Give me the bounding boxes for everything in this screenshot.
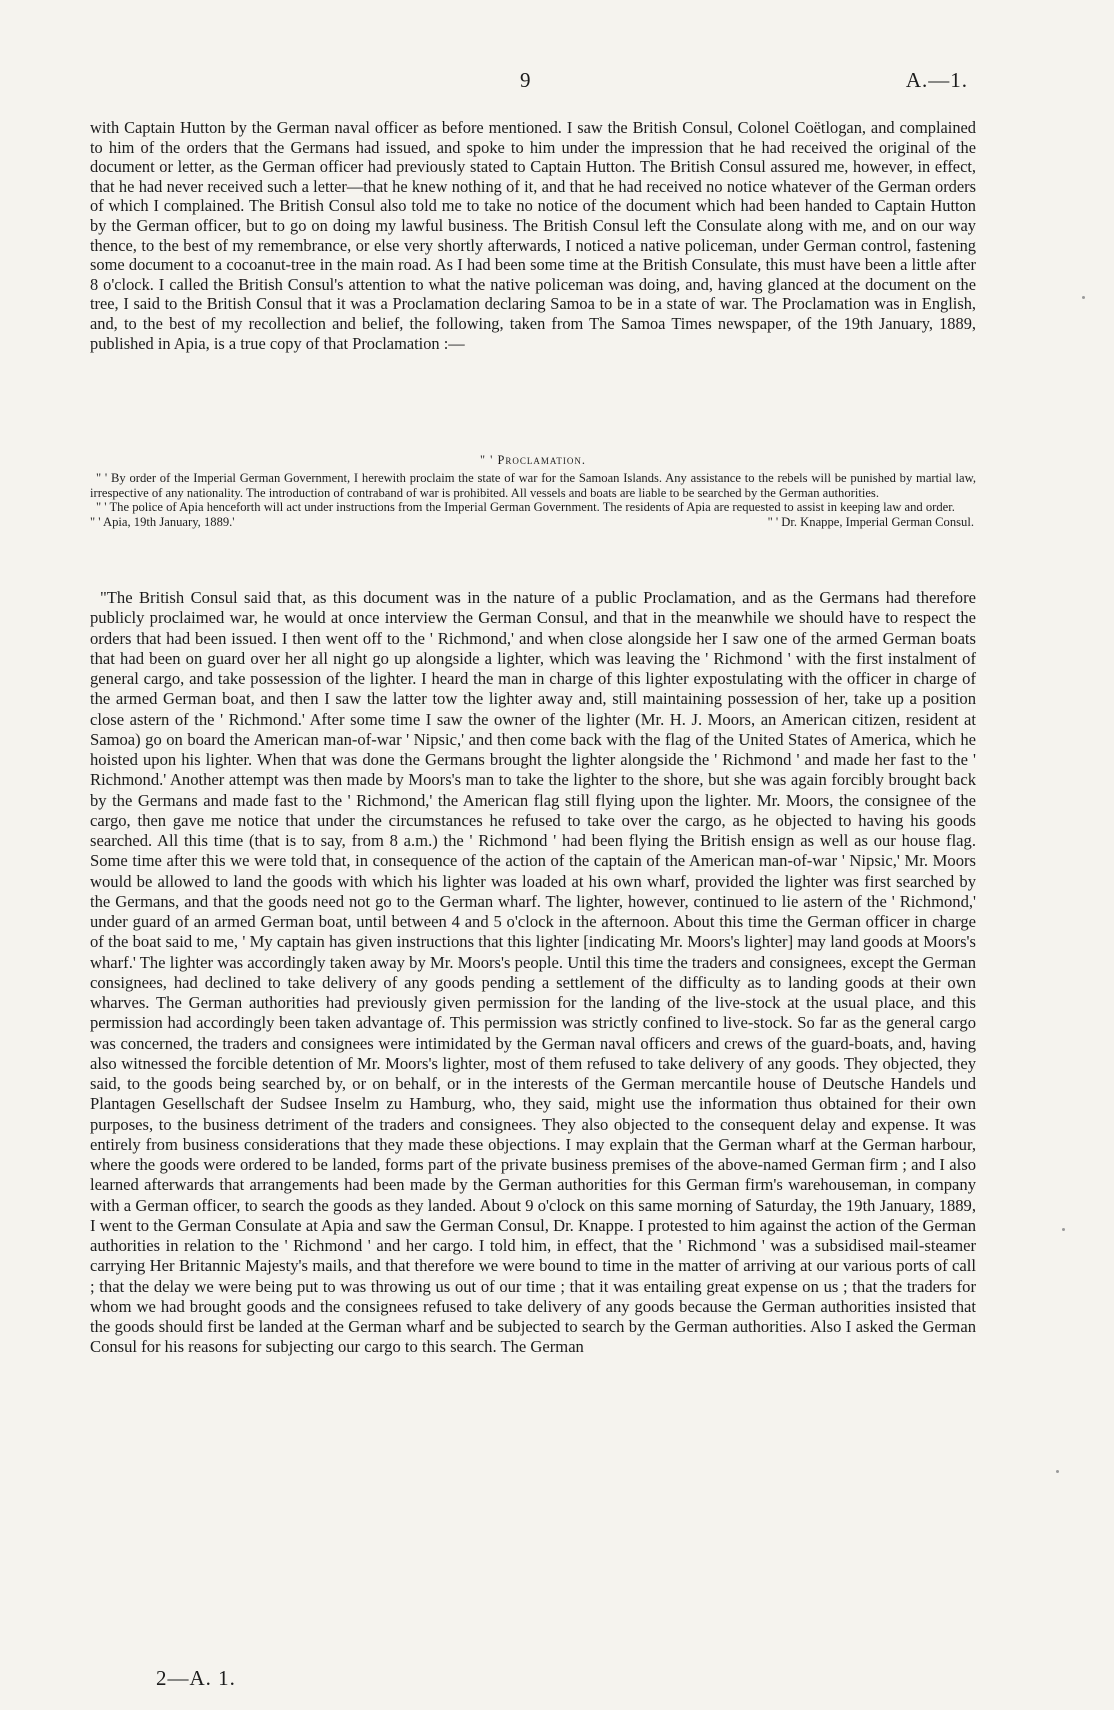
page-number: 9: [520, 68, 531, 92]
margin-speck: [1082, 296, 1085, 299]
paragraph-1: with Captain Hutton by the German naval officer as before mentioned. I saw the British Consul, Colonel Coëtlogan, and complained to him of the orders that the Germans had issued, and spoke to him under the impression that he had received the original of the document or letter, as the German officer had previously stated to Captain Hutton. The British Consul assured me, however, in effect, that he had never received such a letter—that he knew nothing of it, and that he had received no notice whatever of the German orders of which I complained. The British Consul also told me to take no notice of the document which had been handed to Captain Hutton by the German officer, but to go on doing my lawful business. The British Consul left the Consulate along with me, and on our way thence, to the best of my remembrance, or else very shortly afterwards, I noticed a native policeman, under German control, fastening some document to a cocoanut-tree in the main road. As I had been some time at the British Consulate, this must have been a little after 8 o'clock. I called the British Consul's attention to what the native policeman was doing, and, having glanced at the document on the tree, I said to the British Consul that it was a Proclamation declaring Samoa to be in a state of war. The Proclamation was in English, and, to the best of my recollection and belief, the following, taken from The Samoa Times newspaper, of the 19th January, 1889, published in Apia, is a true copy of that Proclamation :—: [90, 118, 976, 353]
proclamation-title: " ' Proclamation.: [480, 453, 586, 467]
margin-speck: [1062, 1228, 1065, 1231]
proclamation-signature: " ' Dr. Knappe, Imperial German Consul.: [767, 514, 974, 529]
proclamation-text-2: " ' The police of Apia henceforth will act under instructions from the Imperial German Government. The residents of Apia are requested to assist in keeping law and order.: [96, 500, 955, 515]
paragraph-2: "The British Consul said that, as this document was in the nature of a public Proclamation, and as the Germans had therefore publicly proclaimed war, he would at once interview the German Consul, and that in the meanwhile we should have to respect the orders that had been issued. I then went off to the ' Richmond,' and when close alongside her I saw one of the armed German boats that had been on guard over her all night go up alongside a lighter, which was leaving the ' Richmond ' with the first instalment of general cargo, and take possession of the lighter. I heard the man in charge of this lighter expostulating with the officer in charge of the armed German boat, and then I saw the latter tow the lighter away and, still maintaining possession of her, take up a position close astern of the ' Richmond.' After some time I saw the owner of the lighter (Mr. H. J. Moors, an American citizen, resident at Samoa) go on board the American man-of-war ' Nipsic,' and then come back with the flag of the United States of America, which he hoisted upon his lighter. When that was done the Germans brought the lighter alongside the ' Richmond ' and made her fast to the ' Richmond.' Another attempt was then made by Moors's man to take the lighter to the shore, but she was again forcibly brought back by the Germans and made fast to the ' Richmond,' the American flag still flying upon the lighter. Mr. Moors, the consignee of the cargo, then gave me notice that under the circumstances he refused to take over the cargo, as he objected to having his goods searched. All this time (that is to say, from 8 a.m.) the ' Richmond ' had been flying the British ensign as well as our house flag. Some time after this we were told that, in consequence of the action of the captain of the American man-of-war ' Nipsic,' Mr. Moors would be allowed to land the goods with which his lighter was loaded at his own wharf, provided the lighter was first searched by the Germans, and that the goods need not go to the German wharf. The lighter, however, continued to lie astern of the ' Richmond,' under guard of an armed German boat, until between 4 and 5 o'clock in the afternoon. About this time the German officer in charge of the boat said to me, ' My captain has given instructions that this lighter [indicating Mr. Moors's lighter] may land goods at Moors's wharf.' The lighter was accordingly taken away by Mr. Moors's people. Until this time the traders and consignees, except the German consignees, had declined to take delivery of any goods pending a settlement of the difficulty as to landing goods at their own wharves. The German authorities had previously given permission for the landing of the live-stock at the usual place, and this permission had accordingly been taken advantage of. This permission was strictly confined to live-stock. So far as the general cargo was concerned, the traders and consignees were intimidated by the German naval officers and crews of the guard-boats, and, having also witnessed the forcible detention of Mr. Moors's lighter, most of them refused to take delivery of any goods. They objected, they said, to the goods being searched by, or on behalf, or in the interests of the German mercantile house of Deutsche Handels und Plantagen Gesellschaft der Sudsee Inselm zu Hamburg, who, they said, might use the information thus obtained for their own purposes, to the business detriment of the traders and consignees. They also objected to the consequent delay and expense. It was entirely from business considerations that they made these objections. I may explain that the German wharf at the German harbour, where the goods were ordered to be landed, forms part of the private business premises of the above-named German firm ; and I also learned afterwards that arrangements had been made by the German authorities for this German firm's warehouseman, in company with a German officer, to search the goods as they landed. About 9 o'clock on this same morning of Saturday, the 19th January, 1889, I went to the German Consulate at Apia and saw the German Consul, Dr. Knappe. I protested to him against the action of the German authorities in relation to the ' Richmond ' and her cargo. I told him, in effect, that the ' Richmond ' was a subsidised mail-steamer carrying Her Britannic Majesty's mails, and that therefore we were bound to time in the matter of arriving at our various ports of call ; that the delay we were being put to was throwing us out of our time ; that it was entailing great expense on us ; that the traders for whom we had brought goods and the consignees refused to take delivery of any goods because the German authorities insisted that the goods should first be landed at the German wharf and be subjected to search by the German authorities. Also I asked the German Consul for his reasons for subjecting our cargo to this search. The German: [90, 588, 976, 1357]
signature-mark: 2—A. 1.: [156, 1666, 236, 1690]
proclamation-signature-line: [90, 515, 976, 529]
proclamation-text-1: " ' By order of the Imperial German Government, I herewith proclaim the state of war for the Samoan Islands. Any assistance to the rebels will be punished by martial law, irrespective of any nationality. The introduction of contraband of war is prohibited. All vessels and boats are liable to be searched by the German authorities.: [90, 471, 976, 500]
proclamation-date: " ' Apia, 19th January, 1889.': [90, 514, 235, 529]
margin-speck: [1056, 1470, 1059, 1473]
document-reference: A.—1.: [905, 68, 968, 92]
proclamation-block: [90, 453, 976, 529]
